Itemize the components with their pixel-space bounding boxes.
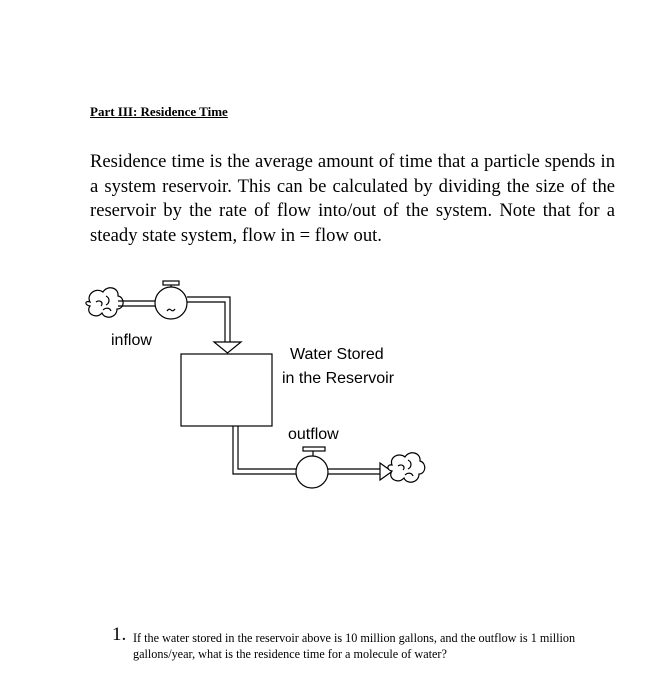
inflow-arrowhead [214, 342, 241, 353]
reservoir-box [181, 354, 272, 426]
intro-paragraph: Residence time is the average amount of time that a particle spends in a system reservoir. This can be calculated by dividing the size of the reservoir by the rate of flow into/out of the system. Note that for a steady state system, flow in = flow out. [90, 151, 615, 246]
outflow-label: outflow [288, 426, 339, 443]
reservoir-label-line1: Water Stored [290, 346, 384, 363]
inflow-valve-icon [155, 281, 187, 319]
outflow-valve-icon [296, 447, 328, 488]
source-cloud-icon [86, 288, 123, 317]
question-number: 1. [112, 624, 127, 645]
sink-cloud-icon [388, 453, 425, 482]
inflow-label: inflow [111, 332, 152, 349]
reservoir-label-line2: in the Reservoir [282, 370, 395, 387]
section-heading: Part III: Residence Time [90, 104, 228, 119]
stock-flow-diagram [0, 270, 654, 510]
question-text: If the water stored in the reservoir above is 10 million gallons, and the outflow is 1 million gallons/year, what is the residence time for a molecule of water? [133, 631, 576, 661]
